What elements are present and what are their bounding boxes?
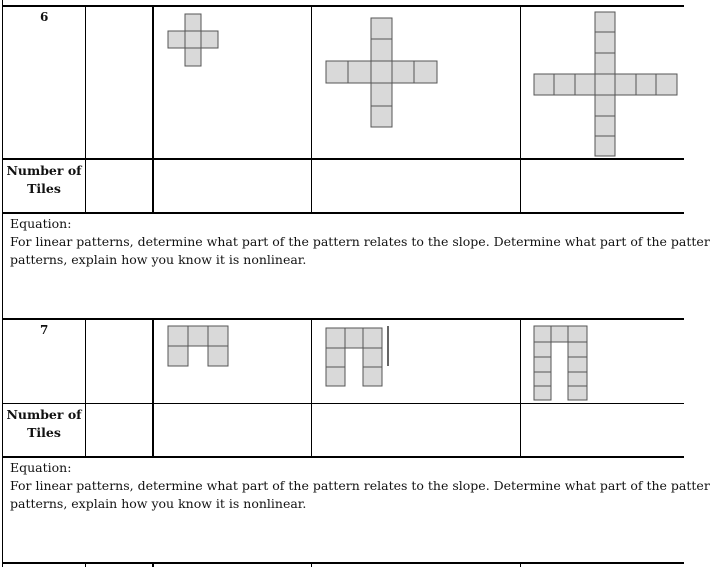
p7-figure-3	[527, 321, 595, 403]
p7-figure-1	[161, 322, 233, 370]
p6-col-divider-3	[311, 5, 312, 213]
p6-col-divider-4	[520, 5, 521, 213]
p7-figure-2	[319, 322, 391, 390]
p6-instruction-line1: For linear patterns, determine what part of the pattern relates to the slope. Determine what part of the patter	[10, 234, 710, 249]
p6-col-divider-1	[85, 5, 86, 213]
p6-figure-3	[527, 8, 682, 158]
p6-tiles-label-line2: Tiles	[27, 181, 61, 196]
p7-col-divider-2	[152, 318, 154, 457]
p7-bottom-border	[2, 456, 684, 458]
p6-number-of-tiles-label	[3, 162, 85, 198]
p6-problem-number: 6	[40, 10, 49, 24]
p6-row-divider	[2, 158, 684, 160]
p8-col-divider-1	[85, 562, 86, 567]
p8-col-divider-4	[520, 562, 521, 567]
p7-problem-number: 7	[40, 323, 49, 337]
p8-col-divider-2	[152, 562, 154, 567]
p7-top-border	[2, 318, 684, 320]
p6-figure-2	[319, 8, 446, 133]
page-left-border	[2, 0, 3, 567]
p6-col-divider-2	[152, 5, 154, 213]
p7-number-of-tiles-label	[3, 406, 85, 442]
p7-instruction-line2: patterns, explain how you know it is nonlinear.	[10, 496, 307, 511]
p6-figure-1	[161, 10, 223, 72]
p7-tiles-label-line2: Tiles	[27, 425, 61, 440]
p7-equation-label: Equation:	[10, 460, 72, 475]
p7-col-divider-1	[85, 318, 86, 457]
p7-col-divider-3	[311, 318, 312, 457]
p7-tiles-label-line1: Number of	[6, 407, 82, 422]
p7-row-divider	[2, 403, 684, 404]
p6-tiles-label-line1: Number of	[6, 163, 82, 178]
p8-top-border	[2, 562, 684, 564]
p8-col-divider-3	[311, 562, 312, 567]
p7-col-divider-4	[520, 318, 521, 457]
p6-equation-label: Equation:	[10, 216, 72, 231]
p6-instruction-line2: patterns, explain how you know it is nonlinear.	[10, 252, 307, 267]
p6-top-border	[2, 5, 684, 7]
p7-instruction-line1: For linear patterns, determine what part of the pattern relates to the slope. Determine what part of the patter	[10, 478, 710, 493]
p6-bottom-border	[2, 212, 684, 214]
